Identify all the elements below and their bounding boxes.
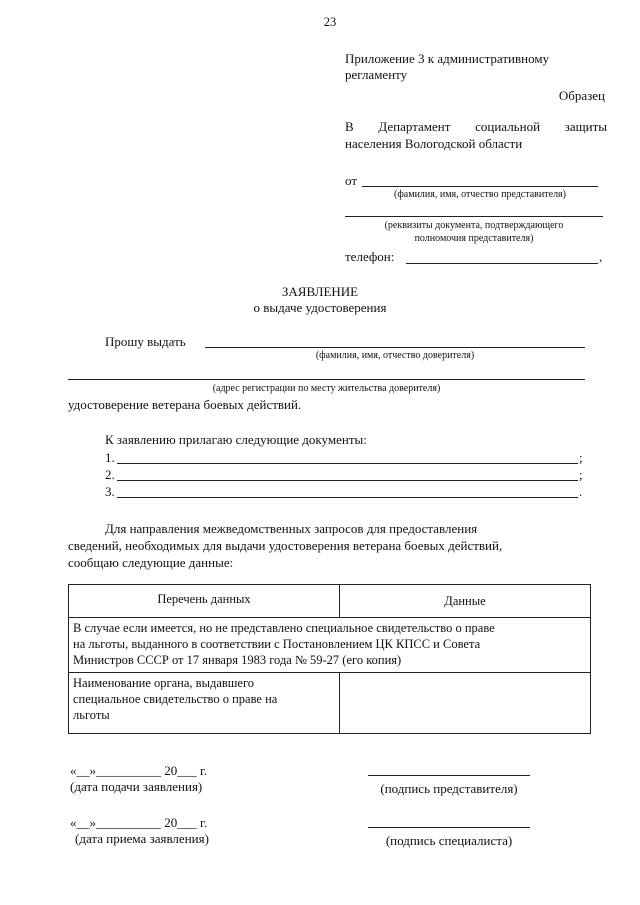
row2-line1: Наименование органа, выдавшего bbox=[73, 676, 255, 690]
submit-date[interactable]: «__»__________ 20___ г. bbox=[70, 763, 208, 778]
para-line2: сведений, необходимых для выдачи удостоверения ветерана боевых действий, bbox=[68, 538, 503, 553]
para-line3: сообщаю следующие данные: bbox=[68, 555, 234, 570]
from-field-line[interactable] bbox=[362, 186, 598, 187]
docs-intro: К заявлению прилагаю следующие документы: bbox=[105, 432, 367, 447]
table-header-col1: Перечень данных bbox=[69, 585, 340, 618]
doc-end-1: ; bbox=[579, 450, 583, 465]
table-row2-label bbox=[69, 673, 340, 734]
doc-end-3: . bbox=[579, 484, 583, 499]
address-field-line[interactable] bbox=[68, 379, 585, 380]
request-label: Прошу выдать bbox=[105, 334, 186, 349]
doc-num-3: 3. bbox=[105, 484, 115, 499]
row1-line3: Министров СССР от 17 января 1983 года № 59-27 (его копия) bbox=[73, 653, 402, 667]
row2-line3: льготы bbox=[73, 708, 110, 722]
document-subtitle: о выдаче удостоверения bbox=[253, 300, 387, 315]
appendix-line1: Приложение 3 к административному bbox=[345, 51, 550, 66]
doc-field-2[interactable] bbox=[117, 480, 578, 481]
address-caption: (адрес регистрации по месту жительства доверителя) bbox=[212, 383, 441, 394]
doc-num-2: 2. bbox=[105, 467, 115, 482]
certificate-text: удостоверение ветерана боевых действий. bbox=[68, 397, 302, 412]
submit-date-caption: (дата подачи заявления) bbox=[70, 779, 203, 794]
row1-line2: на льготы, выданного в соответствии с Постановлением ЦК КПСС и Совета bbox=[73, 637, 481, 651]
doc-caption-line2: полномочия представителя) bbox=[414, 233, 534, 244]
doc-field-3[interactable] bbox=[117, 497, 578, 498]
table-row bbox=[69, 673, 591, 734]
to-line2: населения Вологодской области bbox=[345, 136, 523, 151]
page-number: 23 bbox=[323, 15, 337, 29]
doc-field-1[interactable] bbox=[117, 463, 578, 464]
representative-signature-caption: (подпись представителя) bbox=[380, 781, 518, 796]
para-line1: Для направления межведомственных запросов для предоставления bbox=[105, 521, 478, 536]
phone-end: , bbox=[599, 249, 603, 264]
specialist-signature-caption: (подпись специалиста) bbox=[385, 833, 513, 848]
data-table bbox=[68, 584, 591, 734]
doc-caption-line1: (реквизиты документа, подтверждающего bbox=[384, 220, 564, 231]
principal-field-line[interactable] bbox=[205, 347, 585, 348]
to-line1: В Департамент социальной защиты bbox=[345, 119, 607, 134]
appendix-line2: регламенту bbox=[345, 67, 408, 82]
phone-field-line[interactable] bbox=[406, 263, 598, 264]
table-header-col2: Данные bbox=[340, 585, 591, 618]
doc-end-2: ; bbox=[579, 467, 583, 482]
sample-label: Образец bbox=[558, 88, 605, 103]
doc-num-1: 1. bbox=[105, 450, 115, 465]
from-caption: (фамилия, имя, отчество представителя) bbox=[394, 189, 566, 200]
principal-caption: (фамилия, имя, отчество доверителя) bbox=[315, 350, 475, 361]
representative-signature-line[interactable] bbox=[368, 775, 530, 776]
specialist-signature-line[interactable] bbox=[368, 827, 530, 828]
row2-line2: специальное свидетельство о праве на bbox=[73, 692, 278, 706]
from-prefix: от bbox=[345, 173, 358, 188]
receipt-date-caption: (дата приема заявления) bbox=[75, 831, 209, 846]
phone-label: телефон: bbox=[345, 249, 395, 264]
table-header-row bbox=[69, 585, 591, 618]
table-row2-value[interactable] bbox=[340, 673, 591, 734]
doc-field-line[interactable] bbox=[345, 216, 603, 217]
table-row1-cell bbox=[69, 618, 591, 673]
row1-line1: В случае если имеется, но не представлено специальное свидетельство о праве bbox=[73, 621, 495, 635]
table-row bbox=[69, 618, 591, 673]
receipt-date[interactable]: «__»__________ 20___ г. bbox=[70, 815, 208, 830]
document-title: ЗАЯВЛЕНИЕ bbox=[281, 284, 359, 299]
